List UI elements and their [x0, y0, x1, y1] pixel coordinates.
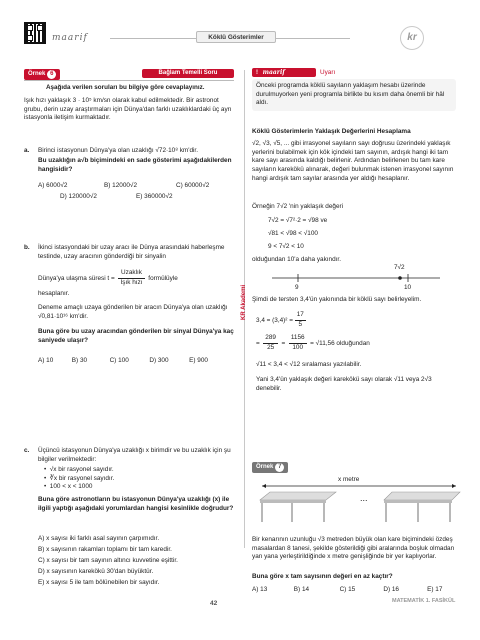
eq5-num: 17 [295, 311, 306, 321]
eq6: = $\frac{289}{25}$ = $\frac{1156}{100}$ = √11,56 olduğundan [256, 334, 370, 351]
part-b-text3: Deneme amaçlı uzaya gönderilen bir aracın Dünya'ya olan uzaklığı √0,81·10¹⁶ km'dir. [38, 304, 228, 320]
eq5-fraction [295, 311, 306, 329]
part-c-text: Üçüncü istasyonun Dünya'ya uzaklığı x birimdir ve bu uzaklık için şu bilgiler verilmektedir: [38, 447, 231, 463]
option-c-D[interactable]: D) x sayısının karekökü 30'dan büyüktür. [38, 567, 154, 575]
approx-paragraph: √2, √3, √5, ... gibi irrasyonel sayıların sayı doğrusu üzerindeki yaklaşık yerlerini bulabilmek için kök içindeki tam sayının, ardışık hangi iki tam kare sayı arasında kaldığı belirlenir. Ardından belirlenen bu tam kare sayıların karekökü alınarak, değeri bulunmak istenen irrasyonel sayının hangi ardışık tam sayılar arasında yer aldığı hesaplanır. [252, 140, 454, 182]
warning-icon: ! [256, 70, 258, 76]
eq6-b-den: 100 [292, 343, 304, 351]
arrow-head-right [452, 484, 456, 488]
warning-header [252, 68, 316, 77]
bullet-item: • ∛x bir rasyonel sayıdır. [44, 474, 115, 482]
part-c-options [38, 534, 236, 588]
option-b-B[interactable]: B) 30 [71, 357, 88, 364]
nl-label-9: 9 [295, 284, 299, 291]
eq6-a-num: 289 [263, 334, 278, 344]
example6-rule [24, 80, 234, 81]
nl-label-10: 10 [404, 284, 412, 291]
diagram-label: x metre [338, 476, 360, 483]
nl-label-point: 7√2 [394, 264, 405, 271]
table-group-right-edge [384, 500, 452, 503]
example6-header [24, 69, 234, 80]
eq5-left: 3,4 = (3,4)² = [256, 316, 295, 324]
table-group-left-edge [260, 500, 326, 503]
eq5-den: 5 [298, 320, 303, 328]
option-a-A[interactable]: A) 6000√2 [38, 182, 68, 189]
example7-text: Bir kenarının uzunluğu √3 metreden büyük olan kare biçimindeki özdeş masalardan 8 tanesi, şekilde gösterildiği gibi aralarında boşluk olmadan yan yana yerleştirildiğinde x metre genişliğinde bir yer kaplıyorlar. [252, 536, 455, 561]
option-a-C[interactable]: C) 60000√2 [176, 182, 210, 189]
context-tag: Bağlam Temelli Soru [142, 69, 234, 78]
part-b-question: Buna göre bu uzay aracından gönderilen bir sinyal Dünya'ya kaç saniyede ulaşır? [38, 328, 234, 344]
section-title: Köklü Gösterimlerin Yaklaşık Değerlerini Hesaplama [252, 128, 411, 135]
example7-options [252, 586, 462, 595]
eq4: olduğundan 10'a daha yakındır. [252, 256, 341, 263]
part-c-question: Buna göre astronotların bu istasyonun Dünya'ya uzaklığı (x) ile ilgili yaptığı aşağıdaki yorumlardan hangisi kesinlikle doğrudur? [38, 496, 234, 512]
eq6-post: = √11,56 olduğundan [310, 339, 370, 347]
option-7-A[interactable]: A) 13 [252, 586, 268, 593]
arrow-head-left [262, 484, 266, 488]
part-c-bullets [44, 466, 234, 492]
option-b-A[interactable]: A) 10 [38, 357, 54, 364]
warning-title: Uyarı [320, 69, 336, 76]
part-c-label: c. [24, 447, 30, 454]
eq6-b-num: 1156 [289, 334, 307, 344]
publisher-logo: kr [400, 26, 424, 50]
part-a-question: Bu uzaklığın a√b biçimindeki en sade gösterimi aşağıdakilerden hangisidir? [38, 157, 232, 173]
bullet-item: • √x bir rasyonel sayıdır. [44, 466, 114, 473]
example7-header [252, 462, 288, 473]
tables-diagram [256, 482, 462, 532]
option-7-D[interactable]: D) 16 [383, 586, 399, 593]
eq6-a-den: 25 [267, 343, 275, 351]
option-7-E[interactable]: E) 17 [427, 586, 443, 593]
eq5 [256, 311, 456, 329]
example-badge: Örnek 7 [252, 462, 288, 473]
approx-example-line: Örneğin 7√2 'nin yaklaşık değeri [252, 203, 344, 210]
part-a-text: Birinci istasyonun Dünya'ya olan uzaklığı √72·10⁸ km'dir. [38, 147, 198, 154]
bullet-item: • 100 < x < 1000 [44, 483, 93, 491]
formula-prefix: Dünya'ya ulaşma süresi t = [38, 274, 115, 282]
option-7-C[interactable]: C) 15 [339, 586, 356, 593]
example6-intro: Aşağıda verilen soruları bu bilgiye göre cevaplayınız. [46, 84, 205, 91]
eq7: √11 < 3,4 < √12 sıralaması yazılabilir. [256, 361, 362, 368]
example7-question: Buna göre x tam sayısının değeri en az kaçtır? [252, 573, 393, 580]
option-a-B[interactable]: B) 12000√2 [104, 182, 137, 189]
table-group-left [260, 492, 336, 500]
formula-denominator: Işık hızı [120, 278, 143, 286]
option-7-B[interactable]: B) 14 [293, 586, 310, 593]
eq3: 9 < 7√2 < 10 [268, 243, 304, 250]
example6-paragraph: Işık hızı yaklaşık 3 · 10⁵ km/sn olarak kabul edilmektedir. Bir astronot grubu, derin uzay araştırmaları için Dünya'dan farklı uzaklıklardaki üç ayrı istasyonla iletişim kurmaktadır. [24, 97, 232, 122]
formula-numerator: Uzaklık [118, 269, 144, 279]
eq6-frac-a [263, 334, 278, 352]
part-b-options [38, 357, 238, 366]
warning-box: Önceki programda köklü sayıların yaklaşım hesabı üzerinde durulmuyorken yeni programla birlikte bu kısım daha önemli bir hâl aldı. [252, 79, 456, 111]
table-group-right [384, 492, 460, 500]
part-a-label: a. [24, 147, 30, 154]
approx-p2: Şimdi de tersten 3,4'ün yakınında bir köklü sayı belirleyelim. [252, 296, 422, 303]
point-7root2 [398, 276, 402, 280]
part-b-label: b. [24, 244, 30, 251]
side-label: KR Akademi [241, 284, 247, 320]
option-b-E[interactable]: E) 900 [189, 357, 208, 364]
part-b-formula [38, 269, 238, 287]
formula-suffix: formülüyle [148, 274, 178, 282]
diagram-dots: ... [360, 493, 368, 503]
part-b-text: İkinci istasyondaki bir uzay aracı ile Dünya arasındaki haberleşme testinde, uzay aracının gönderdiği bir sinyalin [38, 244, 225, 260]
approx-p3: Yani 3,4'ün yaklaşık değeri karekökü sayı olarak √11 veya 2√3 denebilir. [256, 376, 432, 392]
book-title: MATEMATİK 1. FASİKÜL [392, 598, 456, 604]
option-c-B[interactable]: B) x sayısının rakamları toplamı bir tam karedir. [38, 545, 172, 553]
chapter-title: Köklü Gösterimler [196, 31, 276, 43]
qr-code-icon[interactable] [24, 22, 46, 44]
example-badge: Örnek 6 [24, 69, 60, 80]
option-c-C[interactable]: C) x sayısı bir tam sayının altıncı kuvvetine eşittir. [38, 556, 178, 564]
part-b-text2: hesaplanır. [38, 290, 70, 297]
option-a-D[interactable]: D) 120000√2 [60, 193, 97, 200]
page-number: 42 [210, 600, 218, 607]
eq1: 7√2 = √7²·2 = √98 ve [268, 217, 328, 224]
eq6-frac-b [289, 334, 307, 352]
option-b-D[interactable]: D) 300 [149, 357, 169, 364]
brand-logo: maarif [52, 33, 88, 43]
option-c-A[interactable]: A) x sayısı iki farklı asal sayının çarpımıdır. [38, 535, 160, 542]
formula-fraction [118, 269, 144, 287]
warning-brand: maarif [262, 69, 285, 76]
option-b-C[interactable]: C) 100 [109, 357, 129, 364]
eq2: √81 < √98 < √100 [268, 230, 318, 237]
option-a-E[interactable]: E) 360000√2 [136, 193, 173, 200]
option-c-E[interactable]: E) x sayısı 5 ile tam bölünebilen bir sayıdır. [38, 578, 160, 586]
